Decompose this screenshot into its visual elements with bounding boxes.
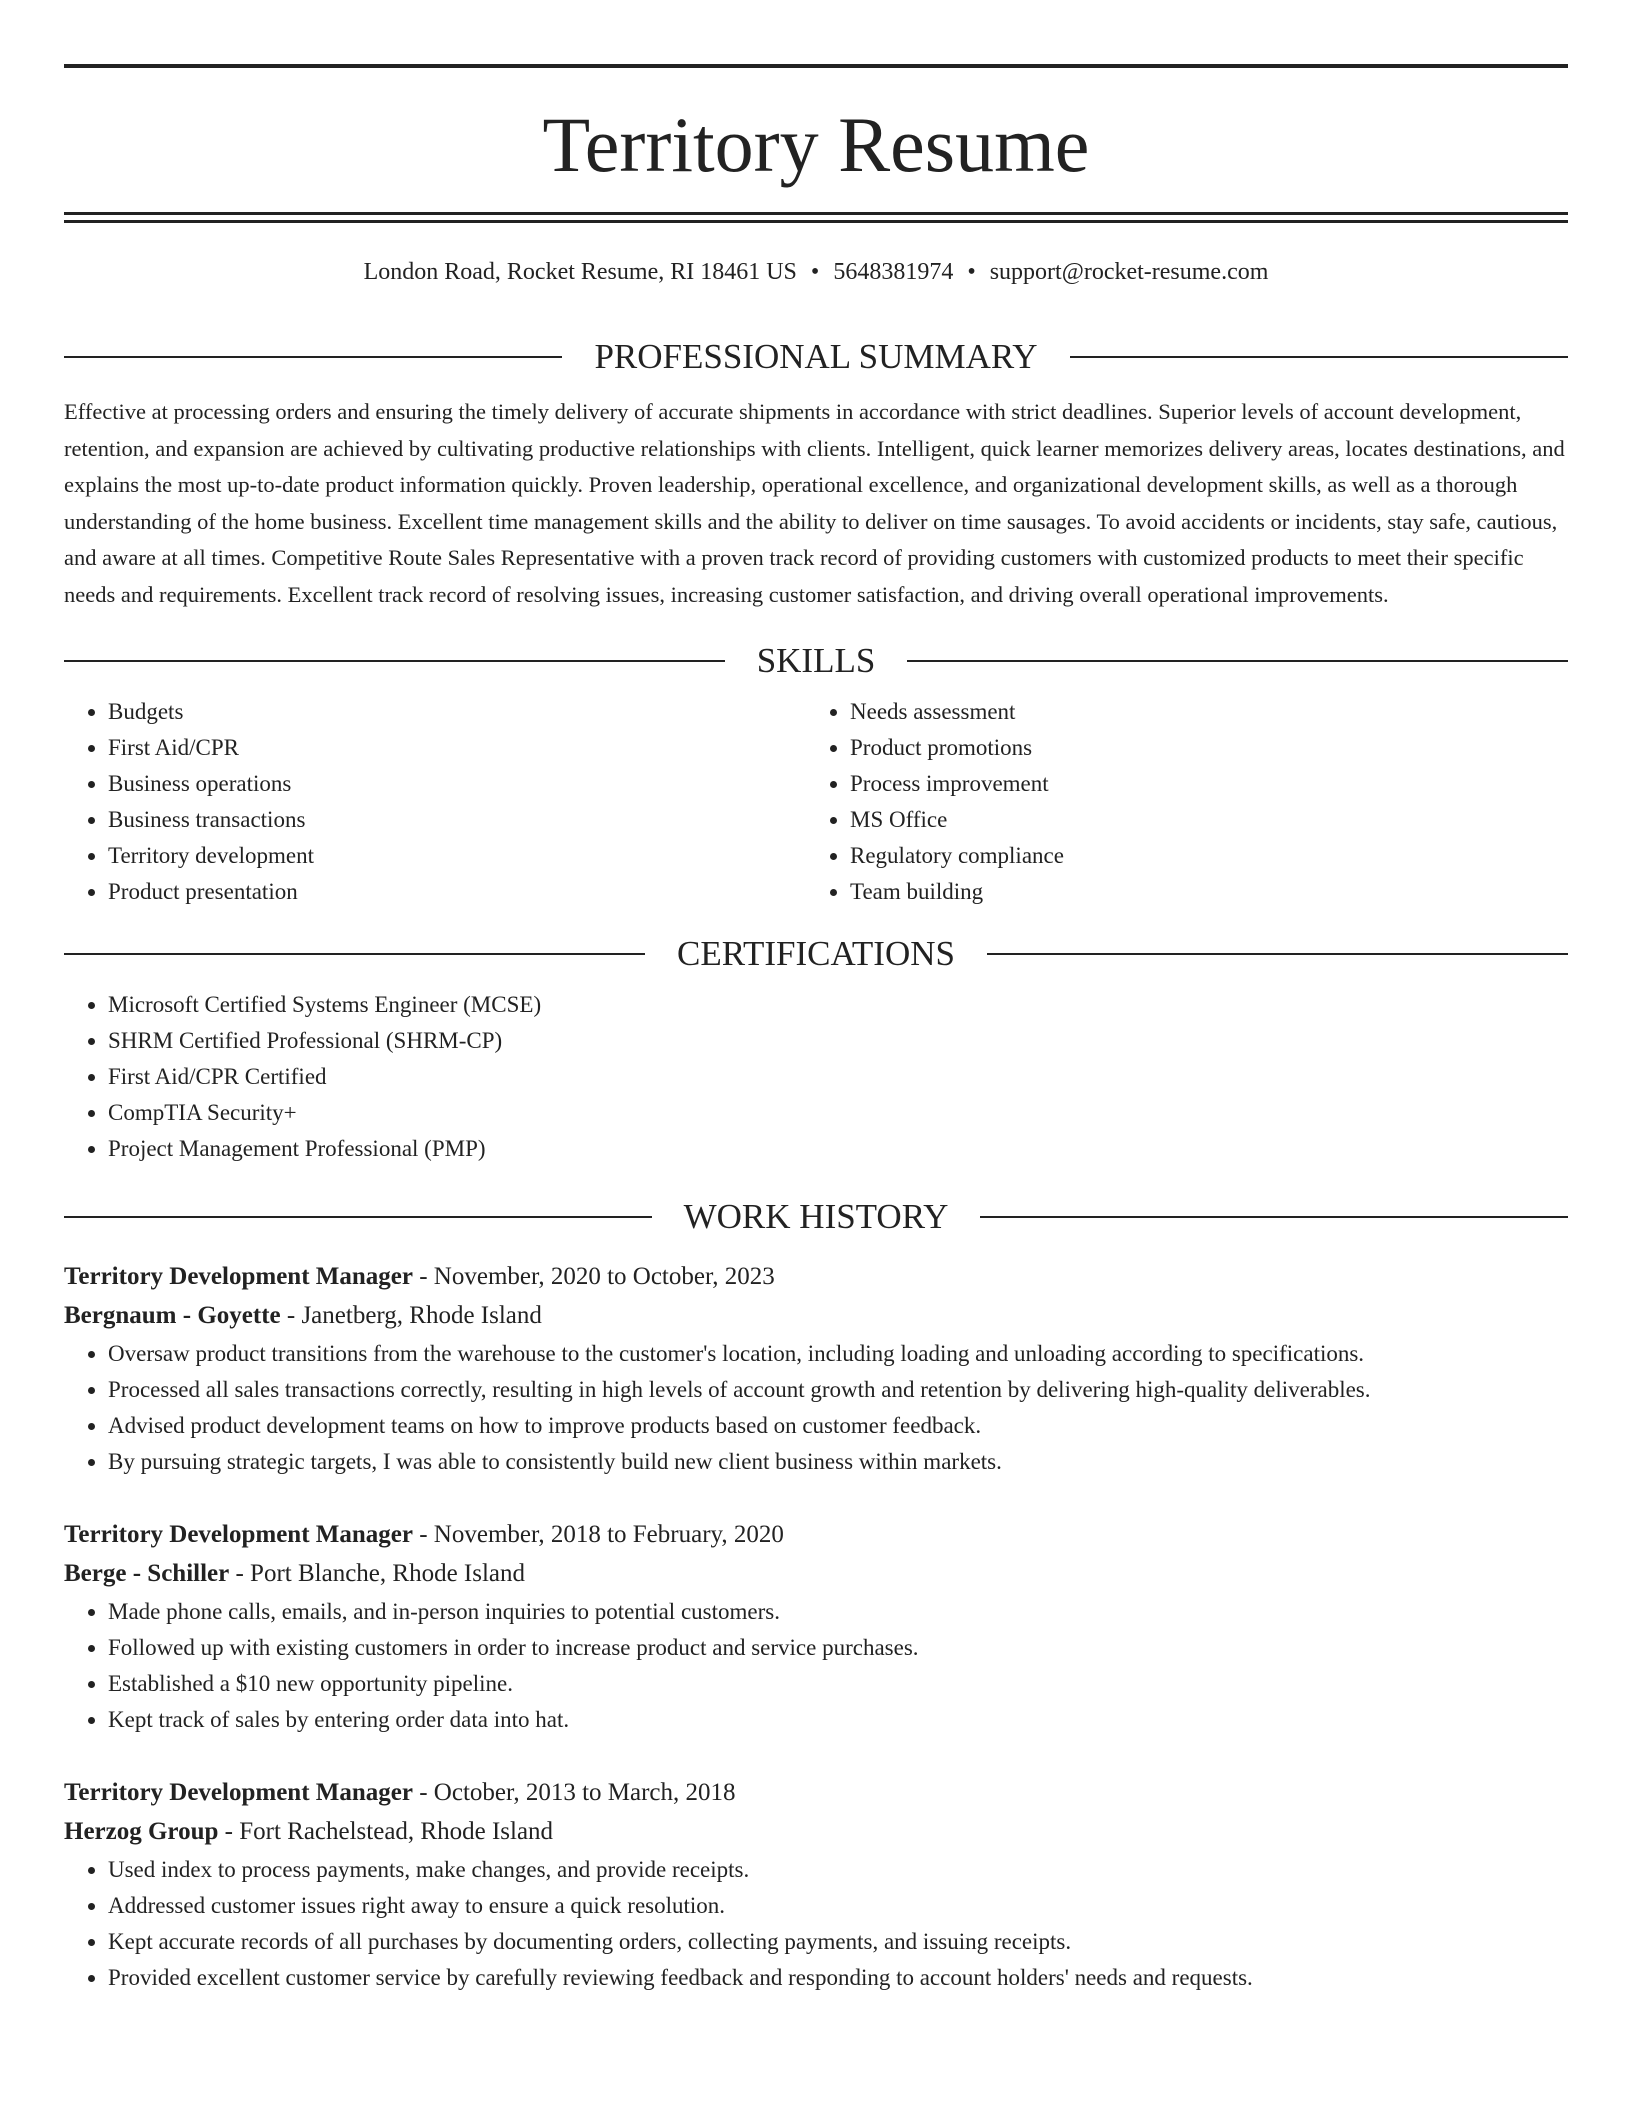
- contact-separator: •: [810, 259, 820, 285]
- certification-item: • CompTIA Security+: [108, 1095, 1568, 1131]
- contact-email: support@rocket-resume.com: [989, 259, 1269, 285]
- job-bullet: • Established a $10 new opportunity pipeline.: [108, 1666, 1568, 1702]
- job-bullet: • Provided excellent customer service by carefully reviewing feedback and responding to account holders' needs and requests.: [108, 1960, 1568, 1996]
- heading-rule-right: [987, 953, 1568, 955]
- skill-item: • Budgets: [108, 694, 806, 730]
- heading-rule-left: [64, 660, 725, 662]
- job-bullet: • Advised product development teams on how to improve products based on customer feedback.: [108, 1408, 1568, 1444]
- skill-item: • First Aid/CPR: [108, 730, 806, 766]
- contact-phone: 5648381974: [833, 259, 954, 285]
- skill-item: • Business transactions: [108, 802, 806, 838]
- job-bullet: • Used index to process payments, make changes, and provide receipts.: [108, 1852, 1568, 1888]
- skills-column-right: [806, 694, 1548, 910]
- certification-item: • SHRM Certified Professional (SHRM-CP): [108, 1023, 1568, 1059]
- job-location: - Janetberg, Rhode Island: [280, 1302, 542, 1329]
- certifications-list: [64, 987, 1568, 1167]
- heading-rule-right: [1070, 356, 1568, 358]
- skill-item: • Regulatory compliance: [850, 838, 1548, 874]
- job-bullet: • Kept track of sales by entering order data into hat.: [108, 1702, 1568, 1738]
- job-bullets: [64, 1594, 1568, 1738]
- certifications-heading-title: CERTIFICATIONS: [677, 934, 955, 973]
- job-bullet: • Oversaw product transitions from the warehouse to the customer's location, including loading and unloading according to specifications.: [108, 1336, 1568, 1372]
- skills-heading: [64, 643, 1568, 678]
- job-title: Territory Development Manager: [64, 1779, 413, 1806]
- job-dates: - October, 2013 to March, 2018: [412, 1779, 736, 1806]
- job-company: Herzog Group: [64, 1818, 219, 1845]
- certifications-heading: [64, 936, 1568, 971]
- contact-address: London Road, Rocket Resume, RI 18461 US: [363, 259, 797, 285]
- job-company: Bergnaum - Goyette: [64, 1302, 281, 1329]
- summary-heading: [64, 339, 1568, 374]
- skills-column-left: [64, 694, 806, 910]
- summary-heading-title: PROFESSIONAL SUMMARY: [594, 337, 1038, 376]
- resume-page: [64, 64, 1568, 1996]
- job-bullets: [64, 1852, 1568, 1996]
- job-title: Territory Development Manager: [64, 1263, 413, 1290]
- job-title: Territory Development Manager: [64, 1521, 413, 1548]
- skill-item: • MS Office: [850, 802, 1548, 838]
- job-company-line: [64, 1812, 1568, 1852]
- job-bullet: • Followed up with existing customers in order to increase product and service purchases.: [108, 1630, 1568, 1666]
- work-history-heading: [64, 1199, 1568, 1234]
- contact-separator: •: [967, 259, 976, 285]
- skills-heading-title: SKILLS: [756, 641, 876, 680]
- heading-rule-right: [907, 660, 1568, 662]
- summary-text: Effective at processing orders and ensuring the timely delivery of accurate shipments in accordance with strict deadlines. Superior levels of account development, retention, and expansion are achieved by cultivating productive relationships with clients. Intelligent, quick learner memorizes delivery areas, locates destinations, and explains the most up-to-date product information quickly. Proven leadership, operational excellence, and organizational development skills, as well as a thorough understanding of the home business. Excellent time management skills and the ability to deliver on time sausages. To avoid accidents or incidents, stay safe, cautious, and aware at all times. Competitive Route Sales Representative with a proven track record of providing customers with customized products to meet their specific needs and requirements. Excellent track record of resolving issues, increasing customer satisfaction, and driving overall operational improvements.: [64, 399, 1565, 607]
- skill-item: • Business operations: [108, 766, 806, 802]
- job-bullet: • Processed all sales transactions correctly, resulting in high levels of account growth and retention by delivering high-quality deliverables.: [108, 1372, 1568, 1408]
- certification-item: • Microsoft Certified Systems Engineer (MCSE): [108, 987, 1568, 1023]
- job-entry: [64, 1258, 1568, 1480]
- work-history-heading-title: WORK HISTORY: [683, 1197, 949, 1236]
- skill-item: • Process improvement: [850, 766, 1548, 802]
- heading-rule-left: [64, 356, 562, 358]
- job-bullet: • By pursuing strategic targets, I was able to consistently build new client business within markets.: [108, 1444, 1568, 1480]
- skill-item: • Needs assessment: [850, 694, 1548, 730]
- heading-rule-left: [64, 953, 645, 955]
- job-title-line: [64, 1258, 1568, 1296]
- skills-list: [64, 694, 1568, 910]
- resume-name: Territory Resume: [542, 101, 1090, 188]
- job-entry: [64, 1774, 1568, 1996]
- job-bullets: [64, 1336, 1568, 1480]
- certification-item: • First Aid/CPR Certified: [108, 1059, 1568, 1095]
- job-location: - Port Blanche, Rhode Island: [229, 1560, 526, 1587]
- heading-rule-left: [64, 1216, 652, 1218]
- certification-item: • Project Management Professional (PMP): [108, 1131, 1568, 1167]
- skill-item: • Team building: [850, 874, 1548, 910]
- job-dates: - November, 2018 to February, 2020: [412, 1521, 784, 1548]
- job-bullet: • Addressed customer issues right away to ensure a quick resolution.: [108, 1888, 1568, 1924]
- job-company-line: [64, 1296, 1568, 1336]
- skill-item: • Territory development: [108, 838, 806, 874]
- job-company: Berge - Schiller: [64, 1560, 230, 1587]
- job-title-line: [64, 1774, 1568, 1812]
- heading-rule-right: [980, 1216, 1568, 1218]
- job-bullet: • Made phone calls, emails, and in-person inquiries to potential customers.: [108, 1594, 1568, 1630]
- job-location: - Fort Rachelstead, Rhode Island: [218, 1818, 554, 1845]
- top-rule: [64, 64, 1568, 68]
- skill-item: • Product promotions: [850, 730, 1548, 766]
- job-dates: - November, 2020 to October, 2023: [412, 1263, 775, 1290]
- job-title-line: [64, 1516, 1568, 1554]
- job-company-line: [64, 1554, 1568, 1594]
- contact-line: [64, 259, 1568, 289]
- job-bullet: • Kept accurate records of all purchases by documenting orders, collecting payments, and issuing receipts.: [108, 1924, 1568, 1960]
- skill-item: • Product presentation: [108, 874, 806, 910]
- job-entry: [64, 1516, 1568, 1738]
- name-double-rule: [64, 212, 1568, 223]
